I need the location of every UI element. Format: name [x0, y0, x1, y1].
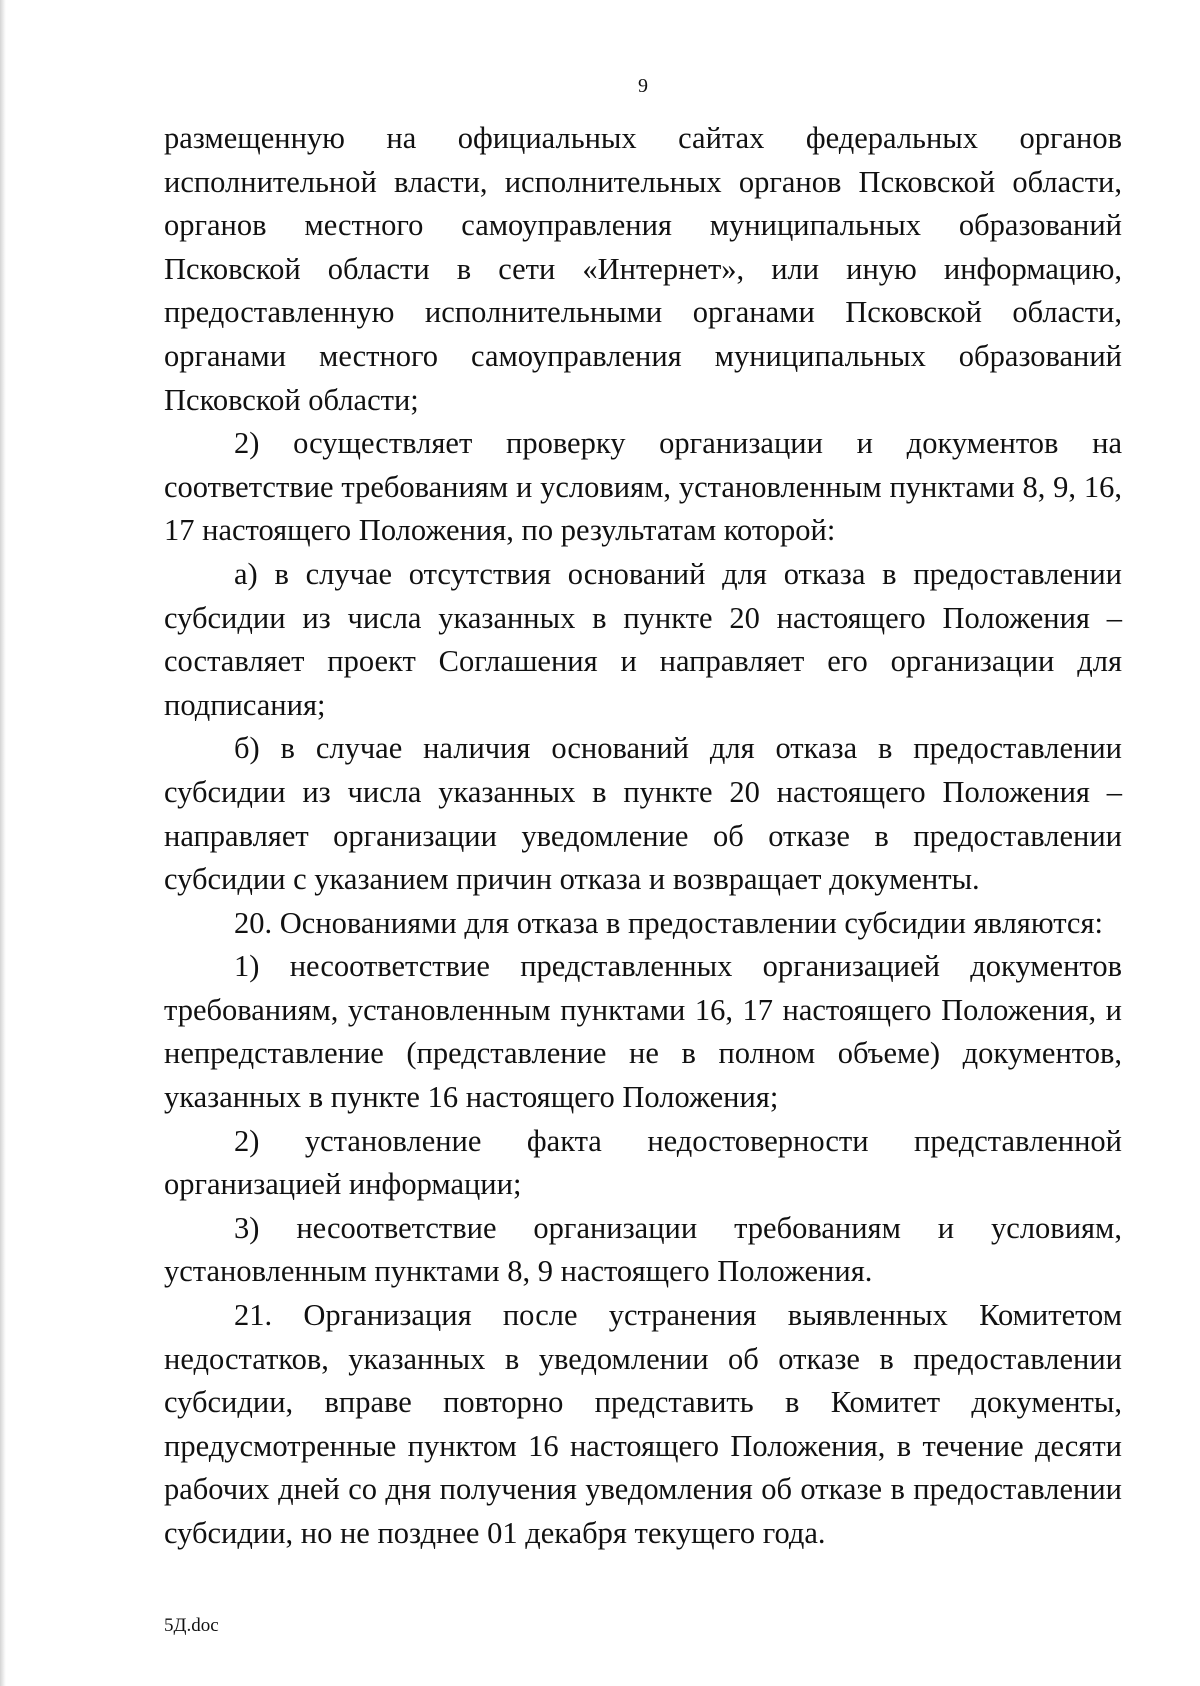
scan-edge	[0, 0, 6, 1686]
document-body	[164, 117, 1122, 1556]
paragraph-clause-20-item-1: 1) несоответствие представленных организацией документов требованиям, установленным пунктами 16, 17 настоящего Положения, и непредставление (представление не в полном объеме) документов, указанных в пункте 16 настоящего Положения;	[164, 949, 1122, 1115]
paragraph-clause-20-item-3: 3) несоответствие организации требованиям и условиям, установленным пунктами 8, 9 настоящего Положения.	[164, 1210, 1122, 1289]
paragraph-clause-21: 21. Организация после устранения выявленных Комитетом недостатков, указанных в уведомлении об отказе в предоставлении субсидии, вправе повторно представить в Комитет документы, предусмотренные пунктом 16 настоящего Положения, в течение десяти рабочих дней со дня получения уведомления об отказе в предоставлении субсидии, но не позднее 01 декабря текущего года.	[164, 1298, 1122, 1550]
paragraph-subitem-a-no-grounds: а) в случае отсутствия оснований для отказа в предоставлении субсидии из числа указанных в пункте 20 настоящего Положения – составляет проект Соглашения и направляет его организации для подписания;	[164, 556, 1122, 722]
footer-filename: 5Д.doc	[164, 1615, 219, 1636]
paragraph-continuation-information: размещенную на официальных сайтах федеральных органов исполнительной власти, исполнительных органов Псковской области, органов местного самоуправления муниципальных образований Псковской области в сети «Интернет», или иную информацию, предоставленную исполнительными органами Псковской области, органами местного самоуправления муниципальных образований Псковской области;	[164, 121, 1122, 417]
paragraph-item-2-verification: 2) осуществляет проверку организации и документов на соответствие требованиям и условиям, установленным пунктами 8, 9, 16, 17 настоящего Положения, по результатам которой:	[164, 426, 1122, 548]
paragraph-clause-20-item-2: 2) установление факта недостоверности представленной организацией информации;	[164, 1123, 1122, 1202]
paragraph-subitem-b-grounds: б) в случае наличия оснований для отказа в предоставлении субсидии из числа указанных в пункте 20 настоящего Положения – направляет организации уведомление об отказе в предоставлении субсидии с указанием причин отказа и возвращает документы.	[164, 731, 1122, 897]
page-number: 9	[638, 75, 648, 97]
paragraph-clause-20-heading: 20. Основаниями для отказа в предоставлении субсидии являются:	[234, 905, 1103, 940]
